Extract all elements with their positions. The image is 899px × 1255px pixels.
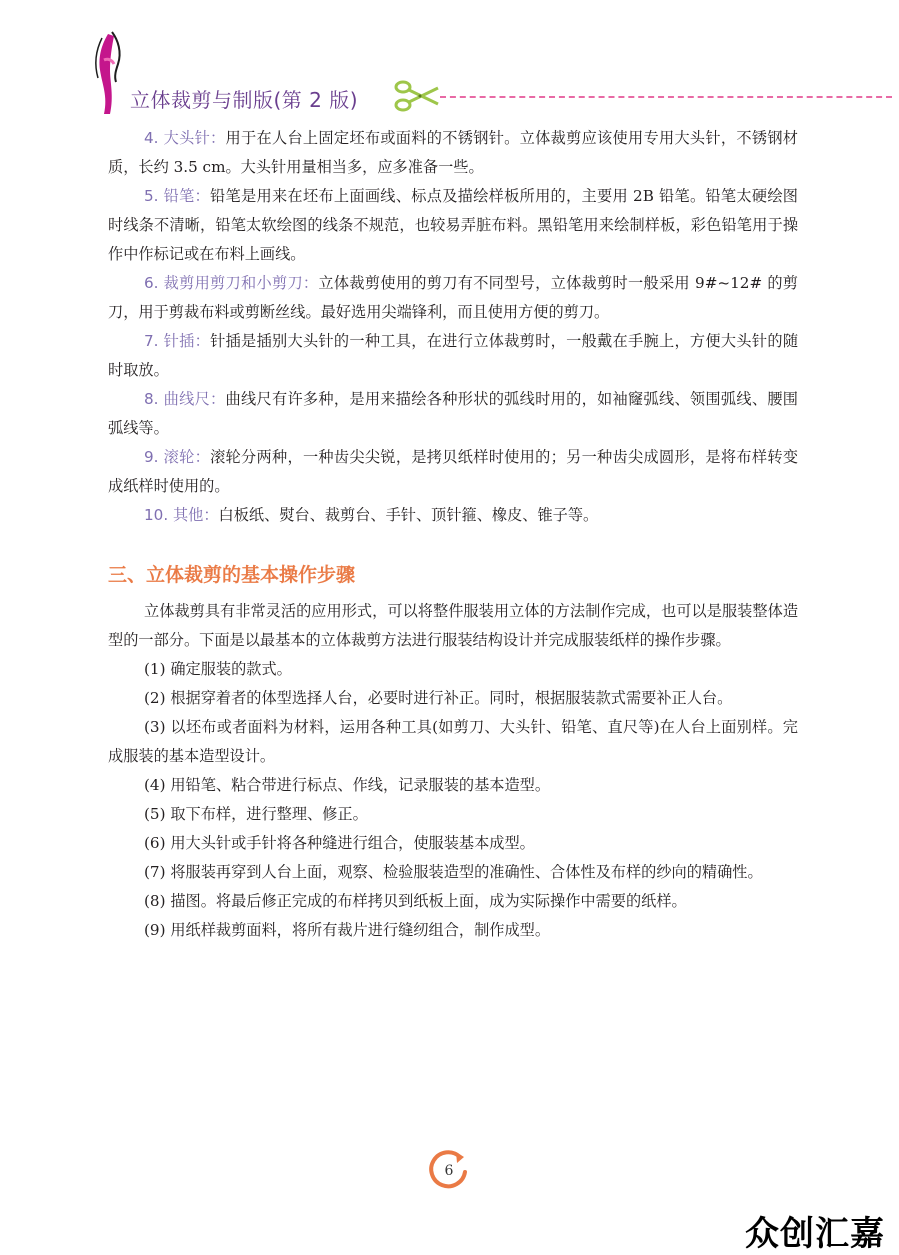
tool-description: 曲线尺有许多种，是用来描绘各种形状的弧线时用的，如袖窿弧线、领围弧线、腰围弧线等。 [108,390,798,437]
page-content [108,124,798,945]
tool-description: 用于在人台上固定坯布或面料的不锈钢针。立体裁剪应该使用专用大头针，不锈钢材质，长约 3.5 cm。大头针用量相当多，应多准备一些。 [108,129,798,176]
step-item: (9) 用纸样裁剪面料，将所有裁片进行缝纫组合，制作成型。 [144,921,551,939]
step-item: (7) 将服装再穿到人台上面，观察、检验服装造型的准确性、合体性及布样的纱向的精确性。 [144,863,763,881]
tool-description: 铅笔是用来在坯布上面画线、标点及描绘样板所用的，主要用 2B 铅笔。铅笔太硬绘图时线条不清晰，铅笔太软绘图的线条不规范，也较易弄脏布料。黑铅笔用来绘制样板，彩色铅笔用于操作中作标记或在布料上画线。 [108,187,798,263]
tool-name: 4. 大头针： [144,129,226,147]
step-item: (6) 用大头针或手针将各种缝进行组合，使服装基本成型。 [144,834,535,852]
tool-name: 5. 铅笔： [144,187,211,205]
watermark: 众创汇嘉 [745,1214,885,1254]
tool-item [108,443,798,501]
step-item: (8) 描图。将最后修正完成的布样拷贝到纸板上面，成为实际操作中需要的纸样。 [144,892,687,910]
book-title: 立体裁剪与制版(第 2 版) [130,88,359,112]
tool-description: 针插是插别大头针的一种工具，在进行立体裁剪时，一般戴在手腕上，方便大头针的随时取放。 [108,332,799,379]
section-heading: 三、立体裁剪的基本操作步骤 [108,564,356,586]
tool-name: 6. 裁剪用剪刀和小剪刀： [144,274,319,292]
step-item: (2) 根据穿着者的体型选择人台，必要时进行补正。同时，根据服装款式需要补正人台。 [144,689,733,707]
tool-description: 白板纸、熨台、裁剪台、手针、顶针箍、橡皮、锥子等。 [218,506,599,524]
tool-name: 8. 曲线尺： [144,390,226,408]
section-intro: 立体裁剪具有非常灵活的应用形式，可以将整件服装用立体的方法制作完成，也可以是服装整体造型的一部分。下面是以最基本的立体裁剪方法进行服装结构设计并完成服装纸样的操作步骤。 [108,602,798,649]
tool-item [108,501,798,530]
step-item: (4) 用铅笔、粘合带进行标点、作线，记录服装的基本造型。 [144,776,551,794]
tool-name: 10. 其他： [144,506,219,524]
page-number-badge [424,1148,474,1194]
tool-item [108,327,798,385]
header-dashed-line [440,96,892,98]
tool-item [108,124,798,182]
tool-name: 7. 针插： [144,332,211,350]
tool-name: 9. 滚轮： [144,448,211,466]
tool-item [108,269,798,327]
tool-description: 滚轮分两种，一种齿尖尖锐，是拷贝纸样时使用的；另一种齿尖成圆形，是将布样转变成纸样时使用的。 [108,448,799,495]
page-number: 6 [444,1163,454,1179]
step-item: (5) 取下布样，进行整理、修正。 [144,805,368,823]
page-header [0,0,899,120]
step-item: (3) 以坯布或者面料为材料，运用各种工具(如剪刀、大头针、铅笔、直尺等)在人台上面别样。完成服装的基本造型设计。 [108,718,798,765]
tool-description: 立体裁剪使用的剪刀有不同型号，立体裁剪时一般采用 9#~12# 的剪刀，用于剪裁布料或剪断丝线。最好选用尖端锋利，而且使用方便的剪刀。 [108,274,798,321]
tool-item [108,385,798,443]
scissors-icon [394,78,440,114]
step-item: (1) 确定服装的款式。 [144,660,292,678]
fashion-logo-icon [88,30,128,118]
tool-item [108,182,798,269]
